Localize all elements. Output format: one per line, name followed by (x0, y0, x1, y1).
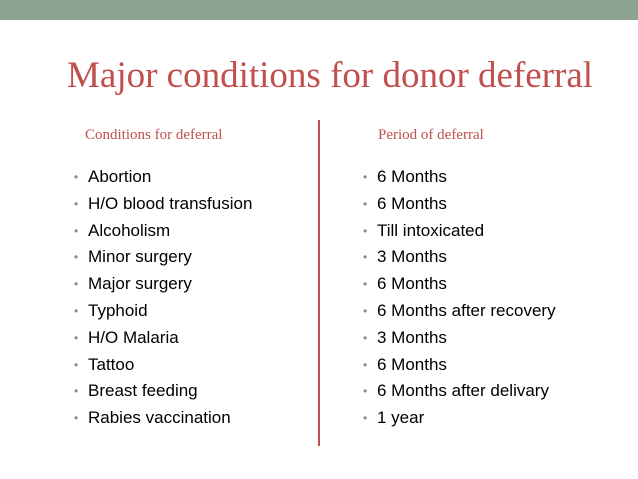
period-item (363, 325, 556, 352)
condition-text: Tattoo (88, 354, 135, 374)
condition-item (74, 218, 252, 245)
condition-text: H/O Malaria (88, 327, 179, 347)
slide-title: Major conditions for donor deferral (67, 55, 594, 96)
bullet-icon: • (363, 357, 368, 372)
period-text: 6 Months (377, 193, 447, 213)
conditions-list (74, 164, 252, 432)
bullet-icon: • (363, 330, 368, 345)
period-item (363, 271, 556, 298)
top-accent-bar (0, 0, 638, 20)
conditions-column-heading: Conditions for deferral (85, 127, 223, 143)
bullet-icon: • (363, 196, 368, 211)
bullet-icon: • (363, 277, 368, 292)
condition-item (74, 298, 252, 325)
period-column-heading: Period of deferral (378, 127, 484, 143)
bullet-icon: • (74, 357, 79, 372)
condition-item (74, 191, 252, 218)
period-text: 6 Months after delivary (377, 381, 549, 401)
bullet-icon: • (363, 411, 368, 426)
period-item (363, 298, 556, 325)
bullet-icon: • (74, 196, 79, 211)
condition-text: Rabies vaccination (88, 408, 231, 428)
condition-text: Minor surgery (88, 247, 192, 267)
condition-item (74, 244, 252, 271)
bullet-icon: • (74, 277, 79, 292)
period-text: 1 year (377, 408, 425, 428)
bullet-icon: • (74, 303, 79, 318)
bullet-icon: • (74, 170, 79, 184)
bullet-icon: • (74, 384, 79, 399)
period-text: Till intoxicated (377, 220, 485, 240)
condition-item (74, 405, 252, 432)
period-item (363, 405, 556, 432)
bullet-icon: • (363, 303, 368, 318)
bullet-icon: • (363, 223, 368, 238)
period-item (363, 218, 556, 245)
bullet-icon: • (74, 411, 79, 426)
period-text: 6 Months (377, 274, 447, 294)
condition-item (74, 164, 252, 191)
bullet-icon: • (74, 250, 79, 265)
condition-text: Alcoholism (88, 220, 171, 240)
bullet-icon: • (363, 384, 368, 399)
period-text: 6 Months (377, 167, 447, 186)
period-item (363, 191, 556, 218)
periods-list (363, 164, 556, 432)
period-item (363, 244, 556, 271)
period-text: 6 Months (377, 354, 447, 374)
period-item (363, 352, 556, 379)
bullet-icon: • (363, 250, 368, 265)
period-item (363, 378, 556, 405)
period-text: 6 Months after recovery (377, 300, 556, 320)
condition-item (74, 378, 252, 405)
period-item (363, 164, 556, 191)
condition-text: Breast feeding (88, 381, 198, 401)
bullet-icon: • (363, 170, 368, 184)
condition-item (74, 271, 252, 298)
bullet-icon: • (74, 223, 79, 238)
bullet-icon: • (74, 330, 79, 345)
condition-text: Typhoid (88, 300, 148, 320)
column-divider (318, 120, 320, 446)
condition-item (74, 325, 252, 352)
period-text: 3 Months (377, 327, 447, 347)
condition-text: Abortion (88, 167, 152, 186)
condition-item (74, 352, 252, 379)
condition-text: Major surgery (88, 274, 192, 294)
condition-text: H/O blood transfusion (88, 193, 253, 213)
period-text: 3 Months (377, 247, 447, 267)
